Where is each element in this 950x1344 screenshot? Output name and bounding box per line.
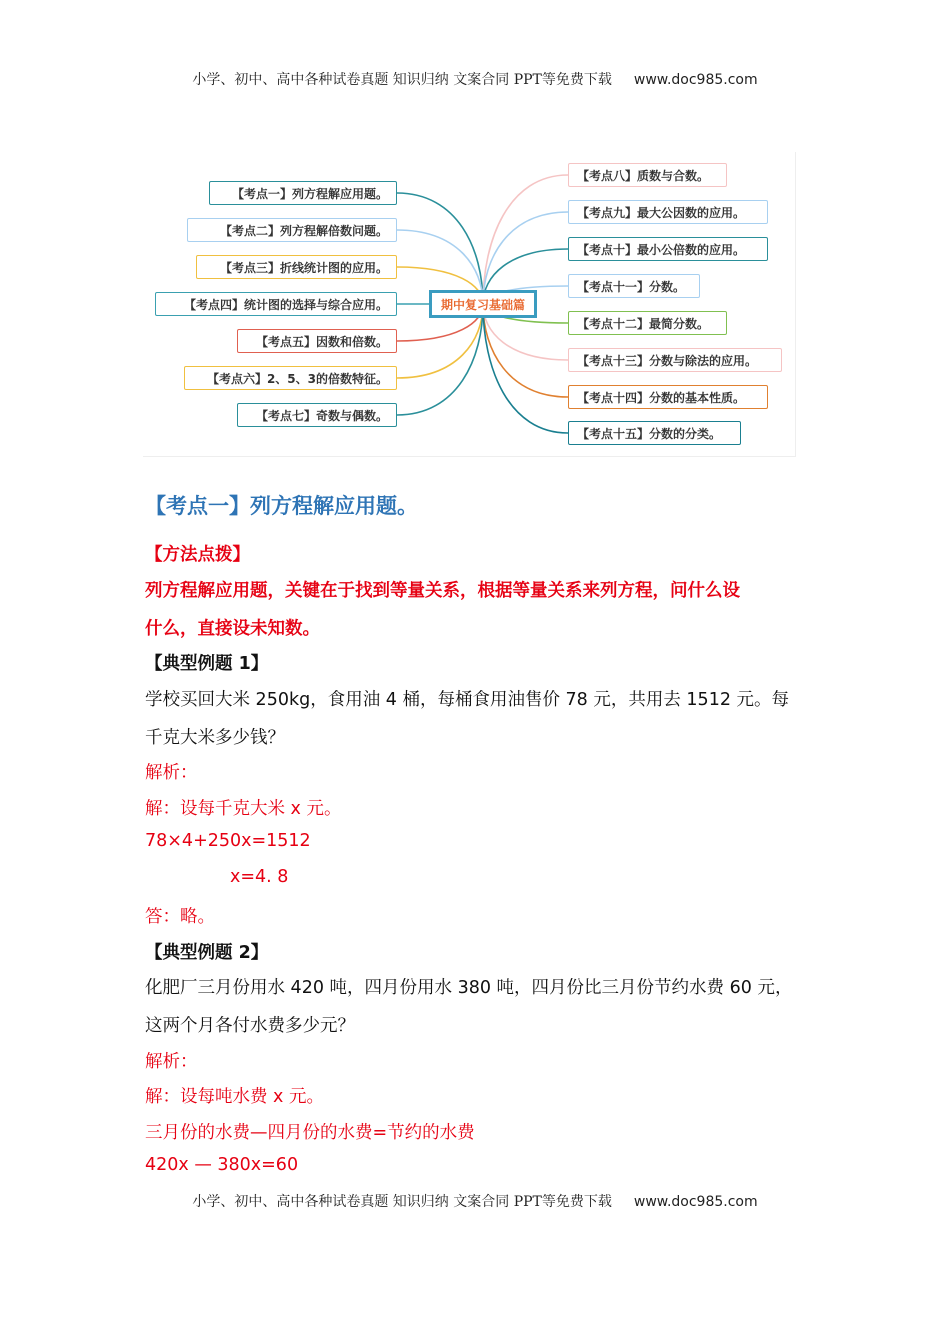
example-1-question-1: 学校买回大米 250kg，食用油 4 桶，每桶食用油售价 78 元，共用去 1512 元。每 [145,690,790,710]
example-1-title: 【典型例题 1】 [145,654,269,674]
mind-map-node: 【考点一】列方程解应用题。 [209,181,397,205]
header-url: www.doc985.com [633,72,758,88]
example-2-question-1: 化肥厂三月份用水 420 吨，四月份用水 380 吨，四月份比三月份节约水费 60 元， [145,978,793,998]
mind-map-node: 【考点十五】分数的分类。 [568,421,741,445]
example-2-solution-1: 解：设每吨水费 x 元。 [145,1087,324,1107]
example-2-question-2: 这两个月各付水费多少元？ [145,1016,355,1036]
example-1-solution-2: 78×4+250x=1512 [145,831,311,851]
mind-map-node: 【考点十二】最简分数。 [568,311,727,335]
example-2-title: 【典型例题 2】 [145,943,269,963]
example-1-solution-3: x=4. 8 [230,867,289,887]
mind-map-center-node: 期中复习基础篇 [429,290,537,318]
mind-map-node: 【考点八】质数与合数。 [568,163,727,187]
connector-line [483,175,568,304]
mind-map-node: 【考点十一】分数。 [568,274,700,298]
mind-map-node: 【考点七】奇数与偶数。 [237,403,397,427]
footer-text: 小学、初中、高中各种试卷真题 知识归纳 文案合同 PPT等免费下载 [192,1194,612,1210]
example-2-solution-2: 三月份的水费—四月份的水费=节约的水费 [145,1123,475,1143]
method-text-1: 列方程解应用题，关键在于找到等量关系，根据等量关系来列方程，问什么设 [145,581,740,601]
example-1-analysis-label: 解析： [145,763,198,783]
page-header [0,69,950,89]
page-footer [0,1191,950,1211]
mind-map-node: 【考点六】2、5、3的倍数特征。 [184,366,397,390]
method-text-2: 什么，直接设未知数。 [145,619,320,639]
mind-map-node: 【考点四】统计图的选择与综合应用。 [155,292,397,316]
footer-url: www.doc985.com [633,1194,758,1210]
mind-map-node: 【考点九】最大公因数的应用。 [568,200,768,224]
method-title: 【方法点拨】 [145,545,250,565]
connector-line [397,193,483,304]
example-1-question-2: 千克大米多少钱？ [145,728,285,748]
header-text: 小学、初中、高中各种试卷真题 知识归纳 文案合同 PPT等免费下载 [192,72,612,88]
mind-map-node: 【考点三】折线统计图的应用。 [196,255,397,279]
example-1-answer: 答：略。 [145,907,215,927]
mind-map [143,152,796,457]
mind-map-node: 【考点二】列方程解倍数问题。 [187,218,397,242]
example-2-solution-3: 420x — 380x=60 [145,1155,299,1175]
section-title: 【考点一】列方程解应用题。 [145,494,418,518]
mind-map-node: 【考点十四】分数的基本性质。 [568,385,768,409]
mind-map-node: 【考点十】最小公倍数的应用。 [568,237,768,261]
mind-map-node: 【考点五】因数和倍数。 [237,329,397,353]
mind-map-node: 【考点十三】分数与除法的应用。 [568,348,782,372]
connector-line [397,304,483,415]
example-1-solution-1: 解：设每千克大米 x 元。 [145,799,342,819]
example-2-analysis-label: 解析： [145,1052,198,1072]
